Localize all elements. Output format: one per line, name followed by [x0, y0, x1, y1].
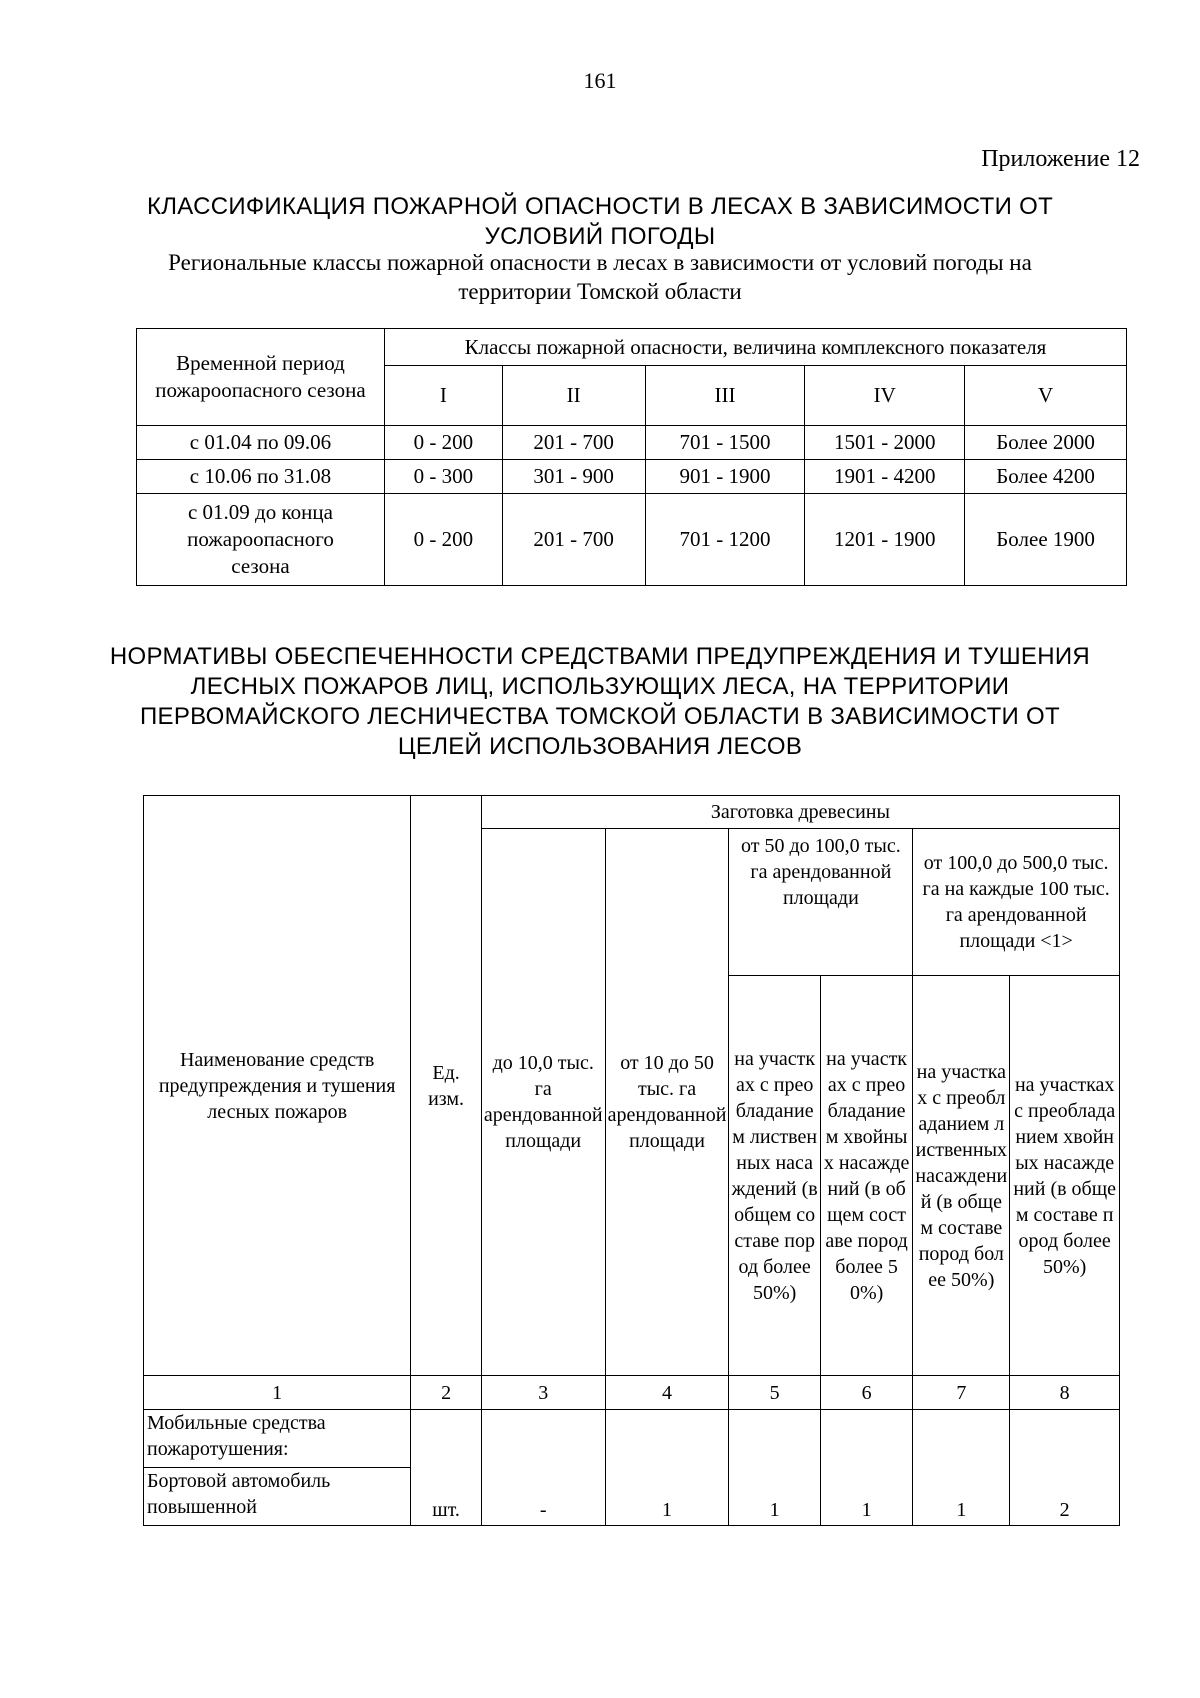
header-unit: Ед. изм. [411, 796, 482, 1376]
unit-cell: шт. [411, 1410, 482, 1526]
class-header: II [502, 366, 645, 426]
section1-title-line2: УСЛОВИЙ ПОГОДЫ [484, 223, 716, 250]
class-header: III [645, 366, 805, 426]
header-equipment-name: Наименование средств предупреждения и тушения лесных пожаров [144, 796, 411, 1376]
value-cell: 0 - 300 [384, 460, 502, 494]
value-cell: 2 [1010, 1410, 1120, 1526]
section2-title-line4: ЦЕЛЕЙ ИСПОЛЬЗОВАНИЯ ЛЕСОВ [397, 733, 803, 760]
column-number: 6 [820, 1376, 912, 1410]
value-cell: 0 - 200 [384, 494, 502, 586]
fire-equipment-norms-table [143, 795, 1120, 1526]
section1-subtitle-line1: Региональные классы пожарной опасности в лесах в зависимости от условий погоды на [168, 250, 1032, 275]
period-cell: с 01.04 по 09.06 [137, 426, 385, 460]
value-cell: Более 4200 [965, 460, 1127, 494]
header-50-100: от 50 до 100,0 тыс. га арендованной площади [729, 829, 913, 976]
value-cell: 1 [729, 1410, 820, 1526]
category-row [144, 1410, 1120, 1468]
period-cell: с 01.09 до конца пожароопасного сезона [137, 494, 385, 586]
page-number: 161 [583, 68, 617, 93]
value-cell: 201 - 700 [502, 426, 645, 460]
value-cell: 701 - 1500 [645, 426, 805, 460]
period-cell: с 10.06 по 31.08 [137, 460, 385, 494]
table-row [137, 426, 1127, 460]
appendix-label: Приложение 12 [981, 146, 1140, 172]
header-col8: на участках с преобладанием хвойных насаждений (в общем составе пород более 50%) [1010, 976, 1120, 1376]
value-cell: 901 - 1900 [645, 460, 805, 494]
class-header: V [965, 366, 1127, 426]
header-100-500: от 100,0 до 500,0 тыс. га на каждые 100 тыс. га арендованной площади <1> [913, 829, 1120, 976]
column-number: 1 [144, 1376, 411, 1410]
value-cell: Более 2000 [965, 426, 1127, 460]
fire-danger-classes-table [136, 328, 1127, 586]
value-cell: 0 - 200 [384, 426, 502, 460]
category-label: Мобильные средства пожаротушения: [144, 1410, 411, 1468]
header-classes: Классы пожарной опасности, величина комплексного показателя [384, 329, 1126, 366]
value-cell: 1 [820, 1410, 912, 1526]
header-col4: от 10 до 50 тыс. га арендованной площади [605, 829, 729, 1376]
value-cell: 1201 - 1900 [805, 494, 965, 586]
value-cell: 1 [605, 1410, 729, 1526]
section2-title-line3: ПЕРВОМАЙСКОГО ЛЕСНИЧЕСТВА ТОМСКОЙ ОБЛАСТИ В ЗАВИСИМОСТИ ОТ [139, 703, 1060, 730]
value-cell: 201 - 700 [502, 494, 645, 586]
header-col7: на участках с преобладанием лиственных насаждений (в общем составе пород более 50%) [913, 976, 1010, 1376]
header-col3: до 10,0 тыс. га арендованной площади [481, 829, 605, 1376]
section2-title-line2: ЛЕСНЫХ ПОЖАРОВ ЛИЦ, ИСПОЛЬЗУЮЩИХ ЛЕСА, НА ТЕРРИТОРИИ [190, 673, 1010, 700]
column-number: 3 [481, 1376, 605, 1410]
section2-title [100, 642, 1100, 762]
section1-subtitle [100, 248, 1100, 306]
column-number: 4 [605, 1376, 729, 1410]
column-number: 5 [729, 1376, 820, 1410]
value-cell: 301 - 900 [502, 460, 645, 494]
column-numbers-row [144, 1376, 1120, 1410]
table-row [137, 494, 1127, 586]
header-timber-harvesting: Заготовка древесины [481, 796, 1119, 829]
column-number: 8 [1010, 1376, 1120, 1410]
value-cell: Более 1900 [965, 494, 1127, 586]
header-col6: на участках с преобладанием хвойных насаждений (в общем составе пород более 50%) [820, 976, 912, 1376]
section1-subtitle-line2: территории Томской области [458, 279, 742, 304]
section2-title-line1: НОРМАТИВЫ ОБЕСПЕЧЕННОСТИ СРЕДСТВАМИ ПРЕДУПРЕЖДЕНИЯ И ТУШЕНИЯ [109, 643, 1091, 670]
value-cell: 1501 - 2000 [805, 426, 965, 460]
table-row [137, 460, 1127, 494]
class-header: I [384, 366, 502, 426]
column-number: 7 [913, 1376, 1010, 1410]
equipment-name-cell: Бортовой автомобиль повышенной [144, 1468, 411, 1526]
value-cell: 1 [913, 1410, 1010, 1526]
header-col5: на участках с преобладанием лиственных насаждений (в общем составе пород более 50%) [729, 976, 820, 1376]
value-cell: - [481, 1410, 605, 1526]
header-period: Временной период пожароопасного сезона [137, 329, 385, 426]
value-cell: 701 - 1200 [645, 494, 805, 586]
section1-title-line1: КЛАССИФИКАЦИЯ ПОЖАРНОЙ ОПАСНОСТИ В ЛЕСАХ В ЗАВИСИМОСТИ ОТ [146, 193, 1054, 220]
section1-title [100, 192, 1100, 252]
value-cell: 1901 - 4200 [805, 460, 965, 494]
column-number: 2 [411, 1376, 482, 1410]
class-header: IV [805, 366, 965, 426]
